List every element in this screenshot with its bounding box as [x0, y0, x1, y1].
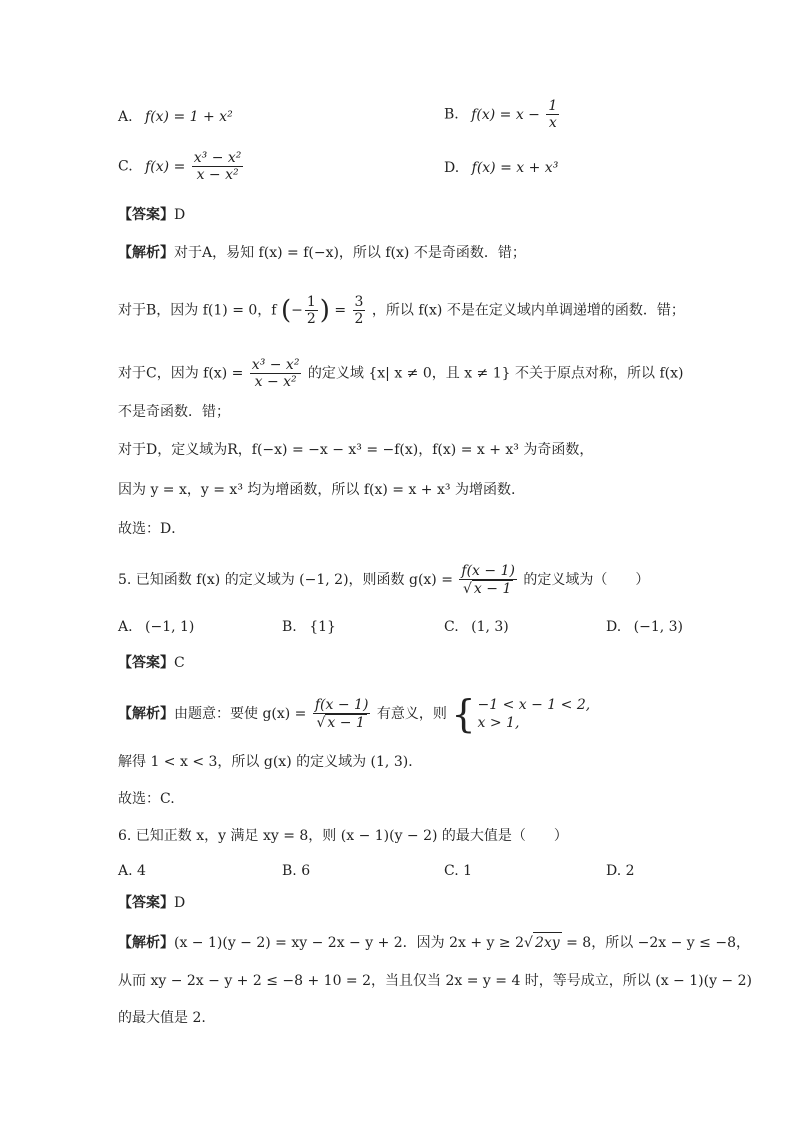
- fraction: [353, 294, 366, 327]
- q4-solution-line-4: [118, 402, 230, 422]
- denominator: √ x − 1: [313, 713, 371, 731]
- q5-solution-line-1: [118, 692, 591, 736]
- option-label: D.: [606, 619, 622, 635]
- option-expr: f(x) = x −: [471, 106, 540, 123]
- numerator: 1: [306, 294, 316, 310]
- solution-text: 对于C，因为 f(x) =: [118, 365, 244, 382]
- q6-option-b: [282, 861, 310, 881]
- solution-tag: 【解析】: [118, 706, 174, 722]
- answer-tag: 【答案】: [118, 895, 174, 911]
- q5-stem: [118, 563, 649, 597]
- solution-text: (x − 1)(y − 2) = xy − 2x − y + 2．因为 2x + y ≥ 2: [174, 935, 525, 951]
- solution-text: ，所以 f(x) 不是在定义域内单调递增的函数．错；: [371, 302, 685, 319]
- q6-solution-line-2: [118, 971, 752, 991]
- fraction: [546, 98, 559, 131]
- option-label: A.: [118, 109, 133, 125]
- answer-value: C: [174, 655, 185, 671]
- q5-solution-line-2: [118, 752, 422, 772]
- option-value: (−1, 1): [145, 619, 195, 635]
- fraction: [459, 563, 517, 597]
- option-value: (1, 3): [471, 619, 509, 635]
- solution-text: 有意义，则: [376, 706, 447, 722]
- q6-answer: [118, 893, 185, 913]
- question-text: 6. 已知正数 x，y 满足 xy = 8，则 (x − 1)(y − 2) 的最大值是（ ）: [118, 828, 568, 844]
- q5-option-b: [282, 617, 336, 637]
- numerator: f(x − 1): [461, 563, 515, 579]
- option-value: (−1, 3): [633, 619, 684, 635]
- radicand: x − 1: [327, 715, 365, 731]
- solution-text: 因为 y = x，y = x³ 均为增函数，所以 f(x) = x + x³ 为增函数.: [118, 482, 516, 498]
- q5-solution-line-3: [118, 789, 175, 809]
- solution-text: = 8，所以 −2x − y ≤ −8，: [566, 935, 750, 951]
- solution-text: 由题意：要使 g(x) =: [174, 706, 307, 722]
- q5-option-a: [118, 617, 194, 637]
- denominator: x: [546, 114, 559, 131]
- radicand: 2xy: [533, 932, 562, 953]
- denominator: 2: [306, 311, 316, 327]
- option-value: {1}: [309, 619, 336, 635]
- q4-solution-line-7: [118, 519, 185, 539]
- inequality-system: [478, 696, 591, 732]
- q4-solution-line-1: [118, 243, 526, 263]
- numerator: 1: [548, 98, 558, 114]
- q6-solution-line-3: [118, 1008, 206, 1028]
- numerator: 3: [354, 294, 364, 310]
- denominator: √ x − 1: [459, 579, 517, 597]
- answer-tag: 【答案】: [118, 655, 174, 671]
- solution-text: 的最大值是 2.: [118, 1010, 206, 1026]
- system-brace: {: [451, 692, 476, 736]
- answer-tag: 【答案】: [118, 207, 174, 223]
- answer-value: D: [174, 895, 186, 911]
- option-label: B.: [282, 863, 297, 879]
- q5-answer: [118, 653, 185, 673]
- option-value: 4: [137, 863, 146, 879]
- solution-text: 不是奇函数．错；: [118, 404, 230, 420]
- numerator: x³ − x²: [193, 150, 242, 166]
- option-label: C.: [444, 863, 459, 879]
- question-text: 的定义域为（ ）: [523, 572, 650, 588]
- sqrt-sign: √: [524, 935, 533, 951]
- option-label: C.: [444, 619, 459, 635]
- q4-solution-line-6: [118, 480, 515, 500]
- solution-text: 的定义域 {x| x ≠ 0，且 x ≠ 1} 不关于原点对称，所以 f(x): [307, 365, 684, 382]
- q4-option-b: [444, 98, 561, 131]
- q4-answer: [118, 205, 185, 225]
- option-value: 6: [301, 863, 311, 879]
- option-label: A.: [118, 863, 133, 879]
- solution-text: 解得 1 < x < 3，所以 g(x) 的定义域为 (1, 3)．: [118, 754, 423, 770]
- option-label: D.: [444, 160, 460, 176]
- answer-value: D: [174, 207, 186, 223]
- question-text: 5. 已知函数 f(x) 的定义域为 (−1, 2)，则函数 g(x) =: [118, 572, 453, 588]
- q5-option-d: [606, 617, 683, 637]
- q4-solution-line-3: [118, 357, 683, 390]
- option-expr: f(x) = x + x³: [471, 160, 559, 176]
- solution-text: 对于D，定义域为R，f(−x) = −x − x³ = −f(x)，f(x) = x + x³ 为奇函数，: [118, 442, 594, 458]
- q4-option-c: [118, 150, 245, 183]
- paren-right: ): [319, 295, 330, 326]
- solution-text: 故选：C.: [118, 791, 175, 807]
- numerator: f(x − 1): [314, 697, 369, 713]
- radicand: x − 1: [473, 581, 512, 597]
- denominator: x − x²: [250, 373, 302, 390]
- option-label: B.: [444, 106, 459, 123]
- option-label: B.: [282, 619, 297, 635]
- solution-text: 故选：D．: [118, 521, 186, 537]
- option-expr: f(x) = 1 + x²: [145, 109, 233, 125]
- q4-solution-line-5: [118, 440, 593, 460]
- option-label: D.: [606, 863, 622, 879]
- fraction: [305, 294, 318, 327]
- solution-tag: 【解析】: [118, 935, 174, 951]
- option-value: 2: [625, 863, 635, 879]
- q6-solution-line-1: [118, 932, 750, 953]
- option-label: A.: [118, 619, 133, 635]
- q6-option-d: [606, 861, 635, 881]
- q6-stem: [118, 826, 568, 846]
- denominator: 2: [354, 311, 364, 327]
- solution-text: 对于A，易知 f(x) = f(−x)，所以 f(x) 不是奇函数．错；: [174, 245, 526, 261]
- solution-text: 对于B，因为 f(1) = 0，f: [118, 302, 277, 319]
- q4-option-a: [118, 107, 233, 127]
- option-label: C.: [118, 158, 133, 175]
- fraction: [250, 357, 302, 390]
- equals: =: [334, 302, 347, 319]
- solution-tag: 【解析】: [118, 245, 174, 261]
- option-expr: f(x) =: [145, 158, 186, 175]
- fraction: [192, 150, 244, 183]
- q5-option-c: [444, 617, 509, 637]
- system-line: x > 1,: [477, 715, 520, 731]
- q4-option-d: [444, 158, 558, 178]
- q4-solution-line-2: [118, 294, 685, 327]
- q6-option-a: [118, 861, 146, 881]
- system-line: −1 < x − 1 < 2,: [477, 697, 591, 713]
- option-value: 1: [463, 863, 473, 879]
- paren-left: (: [280, 295, 292, 326]
- solution-text: 从而 xy − 2x − y + 2 ≤ −8 + 10 = 2，当且仅当 2x = y = 4 时，等号成立，所以 (x − 1)(y − 2): [118, 973, 752, 989]
- minus-sign: −: [291, 302, 303, 319]
- numerator: x³ − x²: [251, 357, 300, 373]
- q6-option-c: [444, 861, 472, 881]
- fraction: [313, 697, 371, 731]
- denominator: x − x²: [192, 166, 244, 183]
